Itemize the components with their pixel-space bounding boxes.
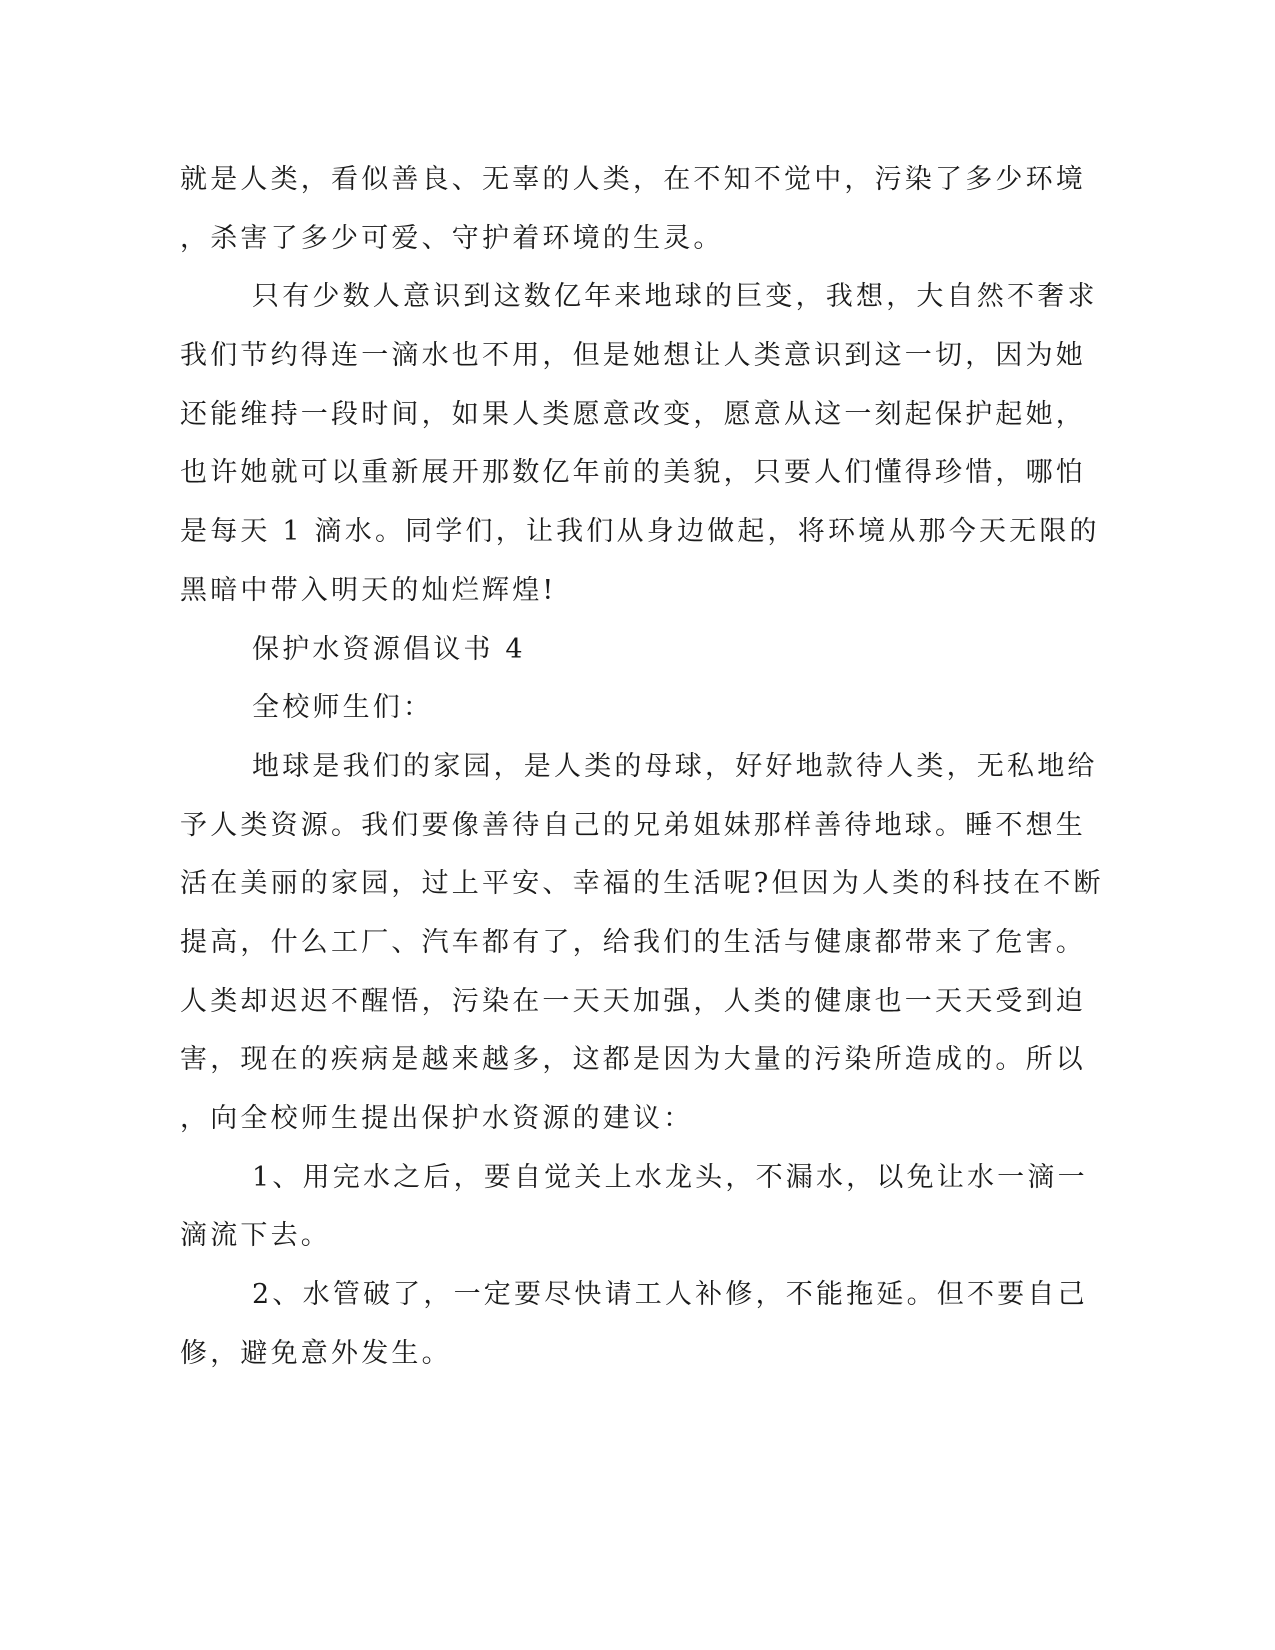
list-item: 1、用完水之后，要自觉关上水龙头，不漏水，以免让水一滴一 bbox=[252, 1162, 1088, 1193]
text-line: 还能维持一段时间，如果人类愿意改变，愿意从这一刻起保护起她， bbox=[180, 399, 1086, 430]
text-line: 提高，什么工厂、汽车都有了，给我们的生活与健康都带来了危害。 bbox=[180, 927, 1086, 958]
text-line: 只有少数人意识到这数亿年来地球的巨变，我想，大自然不奢求 bbox=[252, 281, 1098, 312]
text-line: 活在美丽的家园，过上平安、幸福的生活呢?但因为人类的科技在不断 bbox=[180, 868, 1104, 899]
text-line: 也许她就可以重新展开那数亿年前的美貌，只要人们懂得珍惜，哪怕 bbox=[180, 457, 1086, 488]
text-line: 是每天 1 滴水。同学们，让我们从身边做起，将环境从那今天无限的 bbox=[180, 516, 1100, 547]
text-line: 我们节约得连一滴水也不用，但是她想让人类意识到这一切，因为她 bbox=[180, 340, 1086, 371]
list-item-continuation: 滴流下去。 bbox=[180, 1220, 331, 1251]
list-item-continuation: 修，避免意外发生。 bbox=[180, 1338, 452, 1369]
salutation: 全校师生们： bbox=[252, 692, 434, 723]
section-heading: 保护水资源倡议书 4 bbox=[252, 634, 526, 665]
text-line: 就是人类，看似善良、无辜的人类，在不知不觉中，污染了多少环境 bbox=[180, 164, 1086, 195]
text-line: ，向全校师生提出保护水资源的建议： bbox=[180, 1103, 694, 1134]
list-item: 2、水管破了，一定要尽快请工人补修，不能拖延。但不要自己 bbox=[252, 1279, 1088, 1310]
text-line: 予人类资源。我们要像善待自己的兄弟姐妹那样善待地球。睡不想生 bbox=[180, 810, 1086, 841]
text-line: 害，现在的疾病是越来越多，这都是因为大量的污染所造成的。所以 bbox=[180, 1044, 1086, 1075]
text-line: 人类却迟迟不醒悟，污染在一天天加强，人类的健康也一天天受到迫 bbox=[180, 986, 1086, 1017]
text-line: 地球是我们的家园，是人类的母球，好好地款待人类，无私地给 bbox=[252, 751, 1098, 782]
text-line: ，杀害了多少可爱、守护着环境的生灵。 bbox=[180, 223, 724, 254]
text-line: 黑暗中带入明天的灿烂辉煌! bbox=[180, 575, 557, 606]
